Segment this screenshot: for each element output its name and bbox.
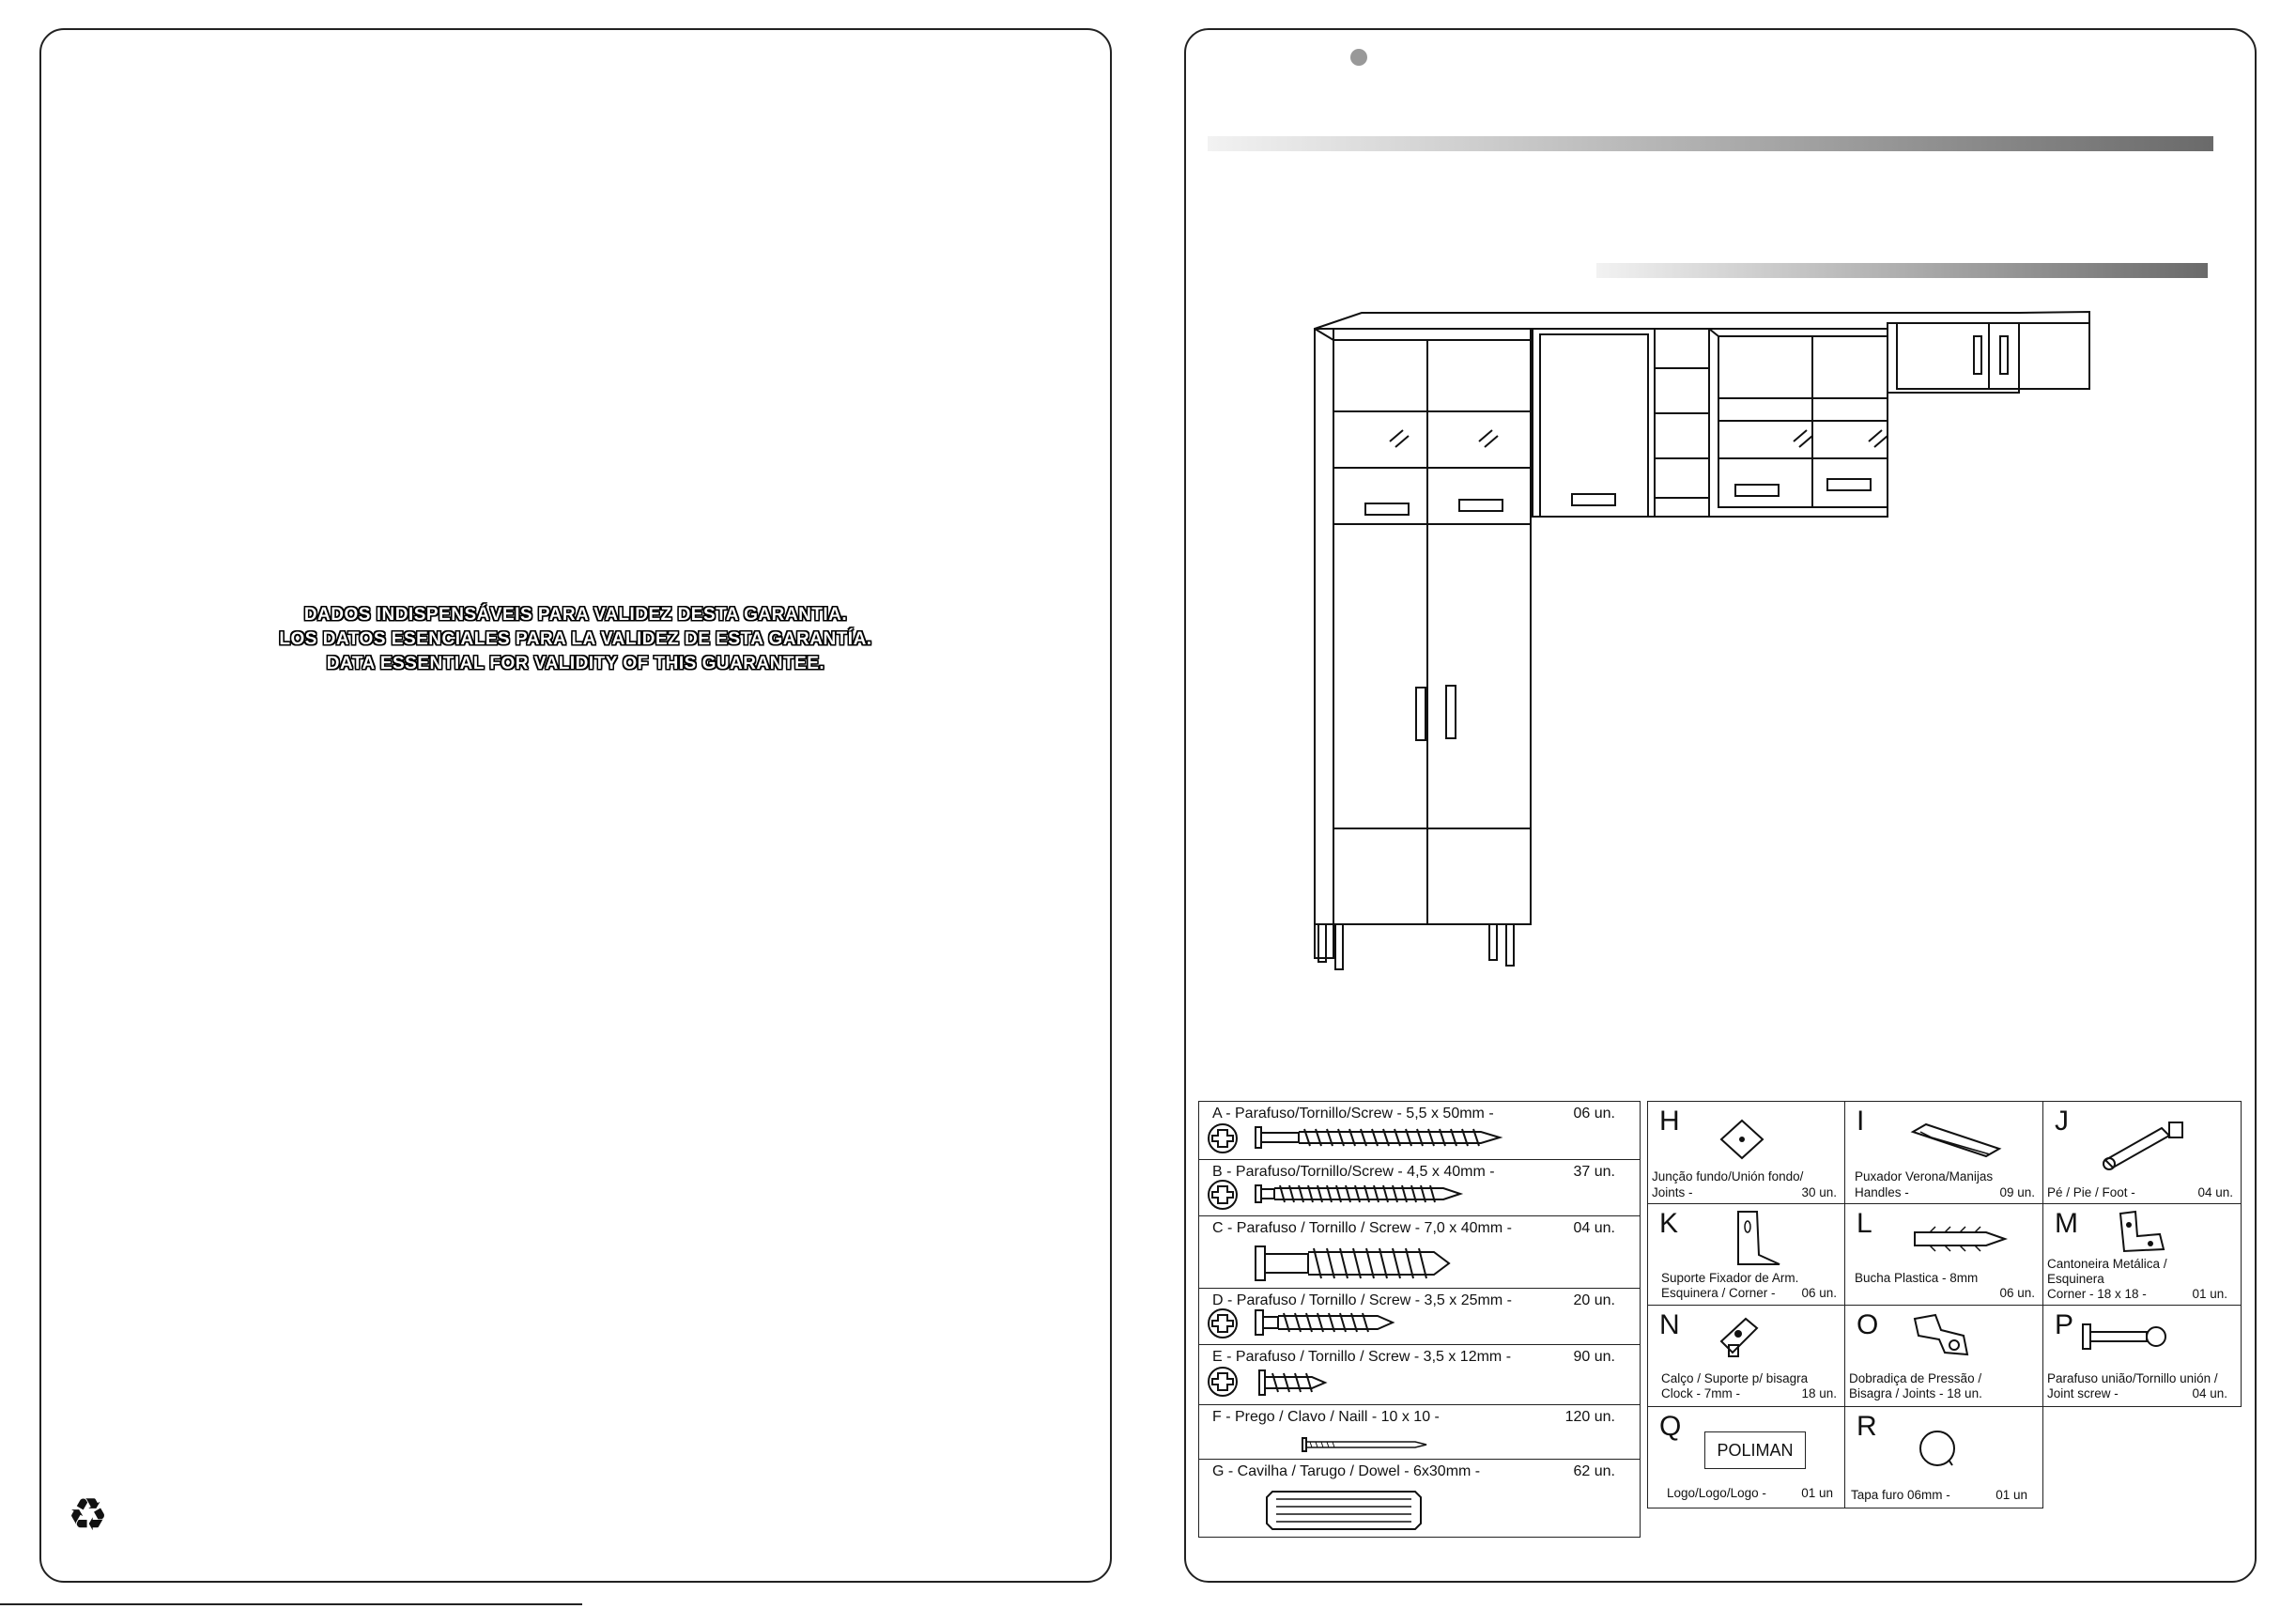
screw-row-g (1199, 1460, 1640, 1539)
screw-row-e (1199, 1345, 1640, 1405)
phillips-head-icon (1207, 1122, 1240, 1156)
part-cell-m (2042, 1203, 2242, 1306)
screw-qty: 20 un. (1573, 1292, 1615, 1308)
screw-label: G - Cavilha / Tarugo / Dowel - 6x30mm - (1212, 1463, 1481, 1479)
plastic-anchor-icon (1911, 1225, 2014, 1253)
cover-cap-icon (1917, 1428, 1964, 1471)
part-letter: M (2055, 1208, 2078, 1239)
joint-plate-icon (1714, 1117, 1770, 1164)
screw-table (1198, 1101, 1641, 1538)
part-text: Joints - (1652, 1185, 1693, 1199)
part-text: Suporte Fixador de Arm. (1661, 1271, 1799, 1285)
part-cell-k (1647, 1203, 1845, 1306)
screw-e-icon (1259, 1369, 1334, 1398)
part-letter: P (2055, 1309, 2074, 1340)
screw-qty: 04 un. (1573, 1220, 1615, 1236)
part-text: Bisagra / Joints - 18 un. (1849, 1386, 1982, 1400)
screw-row-d (1199, 1289, 1640, 1345)
dot-marker (1350, 49, 1367, 66)
recycle-icon: ♻ (68, 1491, 109, 1540)
phillips-head-icon (1207, 1307, 1240, 1341)
part-letter: L (1857, 1208, 1872, 1239)
part-text: Handles - (1855, 1185, 1909, 1199)
phillips-head-icon (1207, 1366, 1240, 1400)
part-cell-r (1844, 1406, 2043, 1508)
part-cell-o (1844, 1305, 2043, 1407)
hinge-support-icon (1714, 1313, 1770, 1366)
part-letter: N (1659, 1309, 1680, 1340)
part-text: Calço / Suporte p/ bisagra (1661, 1371, 1809, 1385)
part-cell-q (1647, 1406, 1845, 1508)
part-text: Tapa furo 06mm - (1851, 1488, 1950, 1502)
screw-label: F - Prego / Clavo / Naill - 10 x 10 - (1212, 1409, 1440, 1425)
part-qty: 18 un. (1801, 1386, 1837, 1400)
part-text: Joint screw - (2047, 1386, 2119, 1400)
part-text: Parafuso união/Tornillo unión / (2047, 1371, 2218, 1385)
part-text: Esquinera (2047, 1272, 2104, 1286)
screw-row-c (1199, 1216, 1640, 1289)
part-qty: 04 un. (2192, 1386, 2227, 1400)
part-cell-n (1647, 1305, 1845, 1407)
part-qty: 01 un (1801, 1486, 1833, 1500)
foot-icon (2096, 1115, 2199, 1171)
screw-label: E - Parafuso / Tornillo / Screw - 3,5 x 12mm - (1212, 1349, 1512, 1365)
screw-label: B - Parafuso/Tornillo/Screw - 4,5 x 40mm - (1212, 1164, 1495, 1180)
part-qty: 06 un. (1801, 1286, 1837, 1300)
part-cell-l (1844, 1203, 2043, 1306)
gradient-bar-top (1208, 136, 2213, 151)
warranty-line-es: LOS DATOS ESENCIALES PARA LA VALIDEZ DE ESTA GARANTÍA. (279, 629, 872, 649)
part-text: Esquinera / Corner - (1661, 1286, 1776, 1300)
kitchen-cabinet-illustration (1305, 301, 2094, 977)
screw-row-b (1199, 1160, 1640, 1216)
part-text: Logo/Logo/Logo - (1667, 1486, 1766, 1500)
screw-qty: 90 un. (1573, 1349, 1615, 1365)
corner-bracket-icon (1733, 1208, 1789, 1268)
screw-label: D - Parafuso / Tornillo / Screw - 3,5 x 25mm - (1212, 1292, 1512, 1308)
part-text: Corner - 18 x 18 - (2047, 1287, 2147, 1301)
bottom-rule (0, 1603, 582, 1605)
part-text: Clock - 7mm - (1661, 1386, 1740, 1400)
part-cell-h (1647, 1101, 1845, 1204)
handle-icon (1907, 1119, 2011, 1166)
part-letter: H (1659, 1106, 1680, 1137)
part-qty: 30 un. (1801, 1185, 1837, 1199)
part-letter: R (1857, 1411, 1877, 1442)
hinge-icon (1907, 1311, 1982, 1364)
warranty-line-pt: DADOS INDISPENSÁVEIS PARA VALIDEZ DESTA GARANTIA. (303, 605, 848, 625)
screw-a-icon (1256, 1126, 1509, 1151)
part-letter: Q (1659, 1411, 1682, 1442)
part-qty: 01 un. (2192, 1287, 2227, 1301)
part-letter: K (1659, 1208, 1679, 1239)
screw-qty: 06 un. (1573, 1106, 1615, 1122)
part-text: Junção fundo/Unión fondo/ (1652, 1169, 1804, 1184)
part-text: Bucha Plastica - 8mm (1855, 1271, 1979, 1285)
joint-screw-icon (2081, 1321, 2184, 1353)
part-text: Pé / Pie / Foot - (2047, 1185, 2135, 1199)
part-cell-i (1844, 1101, 2043, 1204)
screw-qty: 62 un. (1573, 1463, 1615, 1479)
part-qty: 04 un. (2197, 1185, 2233, 1199)
screw-c-icon (1256, 1246, 1462, 1284)
part-qty: 06 un. (1999, 1286, 2035, 1300)
metal-angle-icon (2115, 1208, 2171, 1255)
part-letter: J (2055, 1106, 2069, 1137)
gradient-bar-middle (1596, 263, 2208, 278)
screw-row-a (1199, 1102, 1640, 1160)
part-text: Puxador Verona/Manijas (1855, 1169, 1994, 1184)
screw-label: C - Parafuso / Tornillo / Screw - 7,0 x 40mm - (1212, 1220, 1512, 1236)
left-panel (39, 28, 1112, 1583)
nail-icon (1302, 1437, 1434, 1452)
part-cell-j (2042, 1101, 2242, 1204)
part-cell-p (2042, 1305, 2242, 1407)
part-letter: I (1857, 1106, 1865, 1137)
part-qty: 09 un. (1999, 1185, 2035, 1199)
part-text: Dobradiça de Pressão / (1849, 1371, 1982, 1385)
screw-b-icon (1256, 1184, 1472, 1205)
phillips-head-icon (1207, 1179, 1240, 1213)
part-text: Cantoneira Metálica / (2047, 1257, 2167, 1271)
part-letter: O (1857, 1309, 1879, 1340)
warranty-line-en: DATA ESSENTIAL FOR VALIDITY OF THIS GUARANTEE. (326, 654, 825, 673)
screw-label: A - Parafuso/Tornillo/Screw - 5,5 x 50mm - (1212, 1106, 1494, 1122)
screw-d-icon (1256, 1309, 1406, 1338)
screw-row-f (1199, 1405, 1640, 1460)
dowel-icon (1265, 1490, 1425, 1533)
part-qty: 01 un (1996, 1488, 2027, 1502)
screw-qty: 120 un. (1564, 1409, 1615, 1425)
logo-box: POLIMAN (1704, 1431, 1806, 1469)
screw-qty: 37 un. (1573, 1164, 1615, 1180)
